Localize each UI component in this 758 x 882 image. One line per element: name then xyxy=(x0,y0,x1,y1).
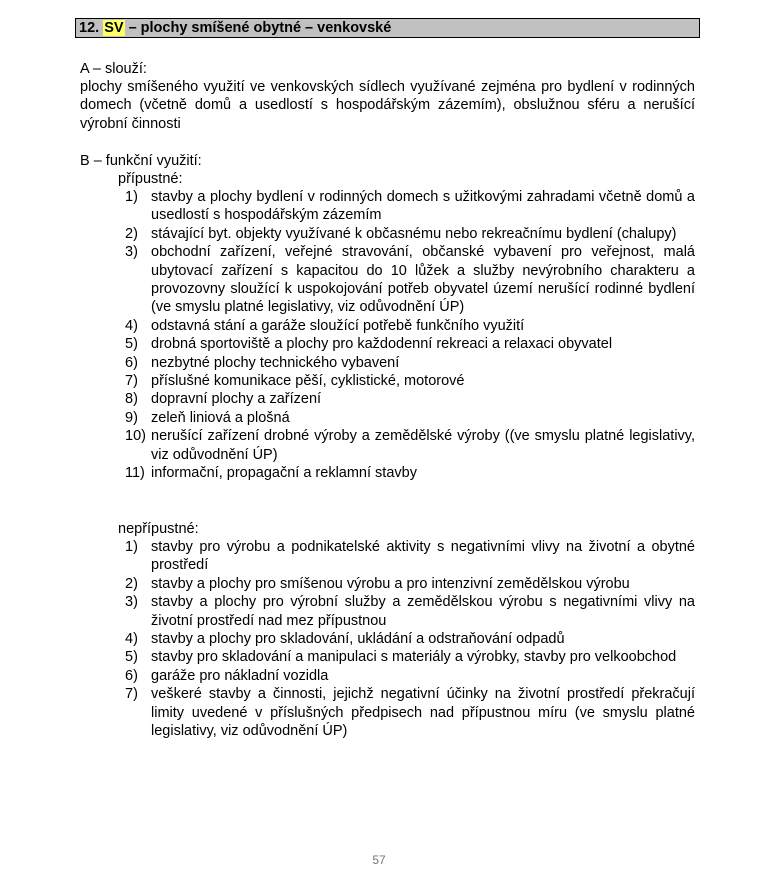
list-item: 5) drobná sportoviště a plochy pro každodenní rekreaci a relaxaci obyvatel xyxy=(125,336,613,353)
list-item: 6) nezbytné plochy technického vybavení xyxy=(125,354,400,371)
heading-title: – plochy smíšené obytné – venkovské xyxy=(128,20,392,36)
permitted-list xyxy=(125,188,695,483)
page-number: 57 xyxy=(372,853,386,867)
list-item: 1) stavby a plochy bydlení v rodinných domech s užitkovými zahradami včetně domů a usedlostí s hospodářským zázemím xyxy=(125,189,695,224)
forbidden-list xyxy=(125,538,695,740)
list-item: 7) veškeré stavby a činnosti, jejichž negativní účinky na životní prostředí překračují limity uvedené v příslušných předpisech nad přípustnou míru (ve smyslu platné legislativy, viz odůvodnění ÚP) xyxy=(125,686,695,740)
list-item: 4) odstavná stání a garáže sloužící potřebě funkčního využití xyxy=(125,317,525,334)
list-item: 10) nerušící zařízení drobné výroby a zemědělské výroby ((ve smyslu platné legislativy, viz odůvodnění ÚP) xyxy=(125,428,695,463)
list-item: 3) stavby a plochy pro výrobní služby a zemědělskou výrobu s negativními vlivy na životní prostředí nad mez přípustnou xyxy=(125,594,695,629)
list-item: 2) stavby a plochy pro smíšenou výrobu a pro intenzivní zemědělskou výrobu xyxy=(125,575,630,592)
section-heading xyxy=(75,18,700,38)
list-item: 11) informační, propagační a reklamní stavby xyxy=(125,465,417,482)
list-item: 6) garáže pro nákladní vozidla xyxy=(125,667,329,684)
forbidden-label: nepřípustné: xyxy=(118,521,199,537)
list-item: 1) stavby pro výrobu a podnikatelské aktivity s negativními vlivy na životní a obytné prostředí xyxy=(125,539,695,574)
list-item: 7) příslušné komunikace pěší, cyklistické, motorové xyxy=(125,373,465,390)
list-item: 8) dopravní plochy a zařízení xyxy=(125,391,322,408)
heading-code: SV xyxy=(104,20,124,36)
list-item: 9) zeleň liniová a plošná xyxy=(125,409,290,426)
section-b-label: B – funkční využití: xyxy=(80,153,202,169)
list-item: 5) stavby pro skladování a manipulaci s materiály a výrobky, stavby pro velkoobchod xyxy=(125,649,677,666)
heading-number: 12. xyxy=(79,20,100,36)
list-item: 3) obchodní zařízení, veřejné stravování, občanské vybavení pro veřejnost, malá ubytovací zařízení s kapacitou do 10 lůžek a služby nevýrobního charakteru a provozovny sloužící k uspokojování potřeb obyvatel území nerušící rodinné bydlení (ve smyslu platné legislativy, viz odůvodnění ÚP) xyxy=(125,244,695,316)
permitted-label: přípustné: xyxy=(118,171,183,187)
list-item: 4) stavby a plochy pro skladování, ukládání a odstraňování odpadů xyxy=(125,631,565,648)
section-a-label: A – slouží: xyxy=(80,61,147,77)
list-item: 2) stávající byt. objekty využívané k občasnému nebo rekreačnímu bydlení (chalupy) xyxy=(125,225,677,242)
section-a-text: plochy smíšeného využití ve venkovských sídlech využívané zejména pro bydlení v rodinných domech (včetně domů a usedlostí s hospodářským zázemím), obslužnou sféru a nerušící výrobní činnosti xyxy=(80,79,695,132)
